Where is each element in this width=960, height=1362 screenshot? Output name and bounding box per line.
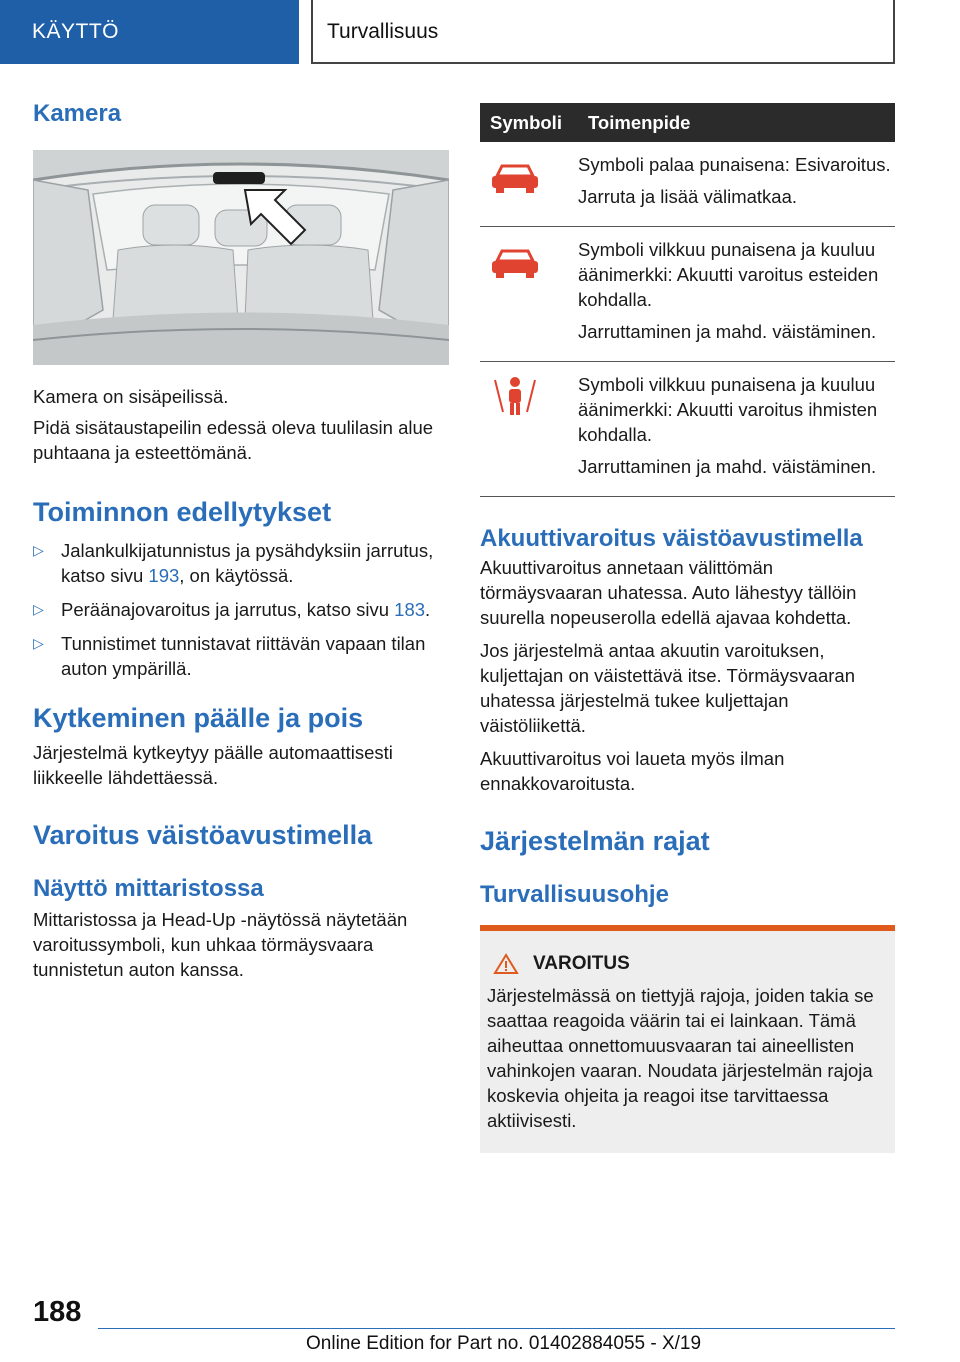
warning-box (480, 925, 895, 1153)
table-row (480, 142, 895, 227)
car-warning-icon (480, 152, 550, 202)
switch-heading: Kytkeminen päälle ja pois (33, 703, 364, 733)
warning-title: VAROITUS (487, 953, 887, 975)
switch-text: Järjestelmä kytkeytyy päälle automaattisesti liikkeelle lähdettäessä. (33, 742, 393, 788)
prereq-heading: Toiminnon edellytykset (33, 497, 332, 527)
action-column-header: Toimenpide (578, 103, 895, 142)
acute-text-1: Akuuttivaroitus annetaan välittömän törmäysvaaran uhatessa. Auto lähestyy tällöin suurella nopeuserolla edellä ajavaa kohdetta. (480, 557, 857, 628)
table-cell: Symboli vilkkuu punaisena ja kuuluu äänimerkki: Akuutti varoitus ihmisten kohdalla. (578, 374, 878, 445)
limits-heading: Järjestelmän rajat (480, 826, 710, 856)
display-text: Mittaristossa ja Head-Up -näytössä näytetään varoitussymboli, kun uhkaa törmäysvaara tunnistetun auton kanssa. (33, 909, 408, 980)
table-cell: Symboli palaa punaisena: Esivaroitus. (578, 154, 891, 175)
triangle-bullet-icon: ▷ (33, 601, 44, 617)
acute-text-3: Akuuttivaroitus voi laueta myös ilman ennakkovaroitusta. (480, 748, 785, 794)
triangle-bullet-icon: ▷ (33, 635, 44, 651)
camera-text-2: Pidä sisätaustapeilin edessä oleva tuulilasin alue puhtaana ja esteettömänä. (33, 417, 434, 463)
pedestrian-warning-icon (480, 372, 550, 422)
camera-text-1: Kamera on sisäpeilissä. (33, 386, 229, 407)
table-row (480, 227, 895, 362)
acute-text-2: Jos järjestelmä antaa akuutin varoituksen, kuljettajan on väistettävä itse. Törmäysvaaran uhatessa järjestelmä tukee kuljettajan väistöliikettä. (480, 640, 855, 736)
footer-divider (98, 1328, 895, 1329)
symbol-table (480, 103, 895, 497)
table-cell: Jarruttaminen ja mahd. väistäminen. (578, 321, 877, 342)
table-row (480, 362, 895, 497)
display-heading: Näyttö mittaristossa (33, 875, 264, 902)
right-column (480, 103, 895, 1153)
table-cell: Jarruta ja lisää välimatkaa. (578, 186, 798, 207)
table-cell: Symboli vilkkuu punaisena ja kuuluu äänimerkki: Akuutti varoitus esteiden kohdalla. (578, 239, 879, 310)
acute-heading: Akuuttivaroitus väistöavustimella (480, 525, 863, 552)
page-link-193[interactable]: 193 (148, 565, 180, 586)
warning-text: Järjestelmässä on tiettyjä rajoja, joiden takia se saattaa reagoida väärin tai ei lainkaan. Tämä aiheuttaa onnettomuusvaaran tai aineellisten vahinkojen vaaran. Noudata järjestelmän rajoja koskevia ohjeita ja reagoi itse tarvittaessa aktiivisesti. (487, 985, 874, 1131)
warning-triangle-icon (493, 953, 519, 975)
table-cell: Jarruttaminen ja mahd. väistäminen. (578, 456, 877, 477)
left-column (33, 100, 449, 982)
prereq-list (33, 538, 449, 681)
camera-interior-illustration (33, 150, 449, 365)
section-tab: KÄYTTÖ (0, 0, 299, 64)
triangle-bullet-icon: ▷ (33, 542, 44, 558)
page-link-183[interactable]: 183 (394, 599, 426, 620)
list-item: ▷ Jalankulkijatunnistus ja pysähdyksiin jarrutus, katso sivu 193, on käytössä. (33, 540, 434, 586)
topic-tab: Turvallisuus (311, 0, 895, 64)
footer-edition: Online Edition for Part no. 01402884055 - X/19 (306, 1333, 702, 1354)
safety-heading: Turvallisuusohje (480, 881, 669, 908)
kamera-heading: Kamera (33, 100, 122, 127)
page-number: 188 (33, 1296, 82, 1328)
list-item: ▷ Peräänajovaroitus ja jarrutus, katso sivu 183. (33, 599, 431, 620)
warn-assist-heading: Varoitus väistöavustimella (33, 820, 373, 850)
list-item: ▷ Tunnistimet tunnistavat riittävän vapaan tilan auton ympärillä. (33, 633, 426, 679)
car-warning-icon (480, 237, 550, 287)
symbol-column-header: Symboli (480, 103, 578, 142)
